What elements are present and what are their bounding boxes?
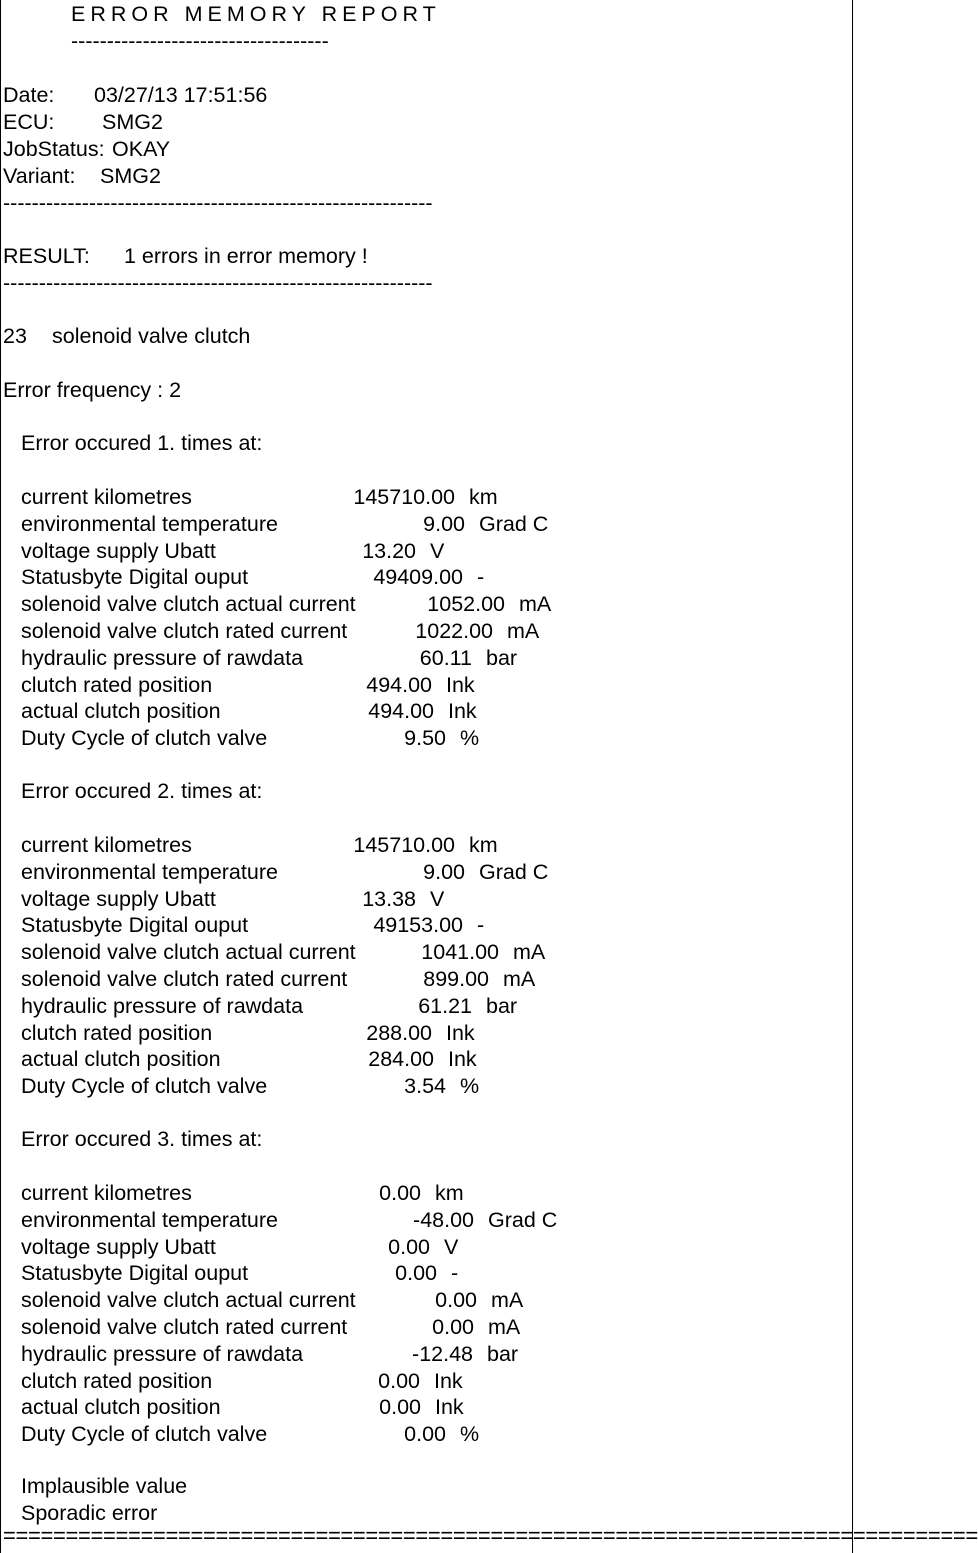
date-value: 03/27/13 17:51:56 (94, 83, 268, 107)
variant-value: SMG2 (100, 164, 161, 188)
data-row-label: clutch rated position (21, 672, 213, 697)
date-label: Date: (3, 83, 55, 107)
occurrence-heading: Error occured 1. times at: (21, 431, 263, 455)
data-row-value: 0.00 (395, 1261, 437, 1286)
data-row-label: voltage supply Ubatt (21, 1234, 216, 1259)
data-row-unit: Ink (448, 699, 477, 724)
data-row-label: current kilometres (21, 833, 192, 857)
data-row-unit: mA (491, 1288, 524, 1313)
data-row-value: 0.00 (435, 1288, 477, 1313)
data-row-label: actual clutch position (21, 1047, 221, 1072)
data-row-value: 0.00 (404, 1422, 446, 1447)
variant-label: Variant: (3, 164, 76, 188)
data-row-unit: mA (513, 940, 546, 965)
data-row-label: hydraulic pressure of rawdata (21, 1341, 304, 1366)
data-row-label: hydraulic pressure of rawdata (21, 993, 304, 1018)
data-row-unit: V (430, 886, 445, 911)
data-row-value: 145710.00 (353, 485, 455, 509)
data-row-unit: Grad C (479, 859, 549, 884)
data-row-unit: bar (486, 993, 518, 1018)
data-row-value: 60.11 (419, 645, 472, 670)
data-row-unit: mA (519, 592, 552, 617)
data-row-unit: Ink (446, 1020, 475, 1045)
occurrence-heading: Error occured 2. times at: (21, 779, 263, 803)
data-row-label: solenoid valve clutch rated current (21, 967, 348, 991)
data-row-value: 3.54 (404, 1074, 446, 1099)
separator-top: ------------------------------------------------------------ (3, 191, 433, 215)
data-row-value: 0.00 (388, 1234, 430, 1259)
data-row-unit: bar (486, 645, 518, 670)
data-row-label: Statusbyte Digital ouput (21, 565, 249, 590)
data-row-label: voltage supply Ubatt (21, 538, 216, 563)
data-row-unit: - (477, 565, 485, 590)
data-row-unit: km (435, 1181, 464, 1205)
occurrence-heading: Error occured 3. times at: (21, 1127, 263, 1151)
data-row-label: Statusbyte Digital ouput (21, 1261, 249, 1286)
result-label: RESULT: (3, 244, 90, 268)
data-row-label: Duty Cycle of clutch valve (21, 1422, 268, 1447)
data-row-label: solenoid valve clutch rated current (21, 619, 348, 643)
note-implausible-value: Implausible value (21, 1474, 188, 1498)
data-row-unit: % (460, 726, 480, 751)
data-row-value: 284.00 (368, 1047, 434, 1072)
data-row-label: clutch rated position (21, 1020, 213, 1045)
data-row-label: current kilometres (21, 485, 192, 509)
note-sporadic-error: Sporadic error (21, 1501, 158, 1525)
data-row-value: 145710.00 (353, 833, 455, 857)
ecu-label: ECU: (3, 110, 55, 134)
data-row-label: solenoid valve clutch actual current (21, 940, 356, 965)
data-row-unit: Ink (435, 1395, 464, 1420)
data-row-unit: Grad C (479, 511, 549, 536)
data-row-value: 49153.00 (373, 913, 463, 938)
data-row-value: 13.20 (362, 538, 416, 563)
data-row-unit: % (460, 1074, 480, 1099)
data-row-unit: mA (488, 1315, 521, 1339)
data-row-unit: Ink (446, 672, 475, 697)
data-row-unit: km (469, 485, 498, 509)
data-row-unit: Grad C (488, 1207, 558, 1232)
data-row-value: 494.00 (368, 699, 434, 724)
data-row-value: -12.48 (412, 1341, 473, 1366)
data-row-label: Duty Cycle of clutch valve (21, 726, 268, 751)
data-row-value: 899.00 (423, 967, 489, 991)
result-value: 1 errors in error memory ! (124, 244, 368, 268)
data-row-label: Duty Cycle of clutch valve (21, 1074, 268, 1099)
data-row-value: 9.00 (423, 859, 465, 884)
data-row-value: 0.00 (379, 1395, 421, 1420)
data-row-value: -48.00 (413, 1207, 474, 1232)
data-row-label: solenoid valve clutch actual current (21, 592, 356, 617)
jobstatus-value: OKAY (112, 137, 171, 161)
data-row-unit: mA (503, 967, 536, 991)
data-row-unit: Ink (448, 1047, 477, 1072)
data-row-label: voltage supply Ubatt (21, 886, 216, 911)
data-row-unit: km (469, 833, 498, 857)
data-row-value: 13.38 (362, 886, 416, 911)
error-code: 23 (3, 324, 27, 348)
data-row-label: actual clutch position (21, 699, 221, 724)
data-row-label: current kilometres (21, 1181, 192, 1205)
data-row-unit: - (451, 1261, 459, 1286)
data-row-value: 61.21 (418, 993, 472, 1018)
data-row-unit: mA (507, 619, 540, 643)
title-underline: ------------------------------------ (71, 29, 329, 53)
data-row-value: 1022.00 (415, 619, 493, 643)
data-row-value: 9.50 (404, 726, 446, 751)
data-row-label: environmental temperature (21, 511, 278, 536)
data-row-label: solenoid valve clutch rated current (21, 1315, 348, 1339)
data-row-label: hydraulic pressure of rawdata (21, 645, 304, 670)
data-row-value: 0.00 (378, 1368, 420, 1393)
data-row-label: solenoid valve clutch actual current (21, 1288, 356, 1313)
report-title: ERROR MEMORY REPORT (71, 2, 441, 26)
data-row-value: 1041.00 (421, 940, 499, 965)
data-row-unit: % (460, 1422, 480, 1447)
data-row-value: 9.00 (423, 511, 465, 536)
data-row-unit: V (430, 538, 445, 563)
data-row-unit: bar (487, 1341, 519, 1366)
data-row-label: Statusbyte Digital ouput (21, 913, 249, 938)
data-row-unit: Ink (434, 1368, 463, 1393)
data-row-value: 1052.00 (427, 592, 505, 617)
data-row-value: 288.00 (366, 1020, 432, 1045)
data-row-value: 0.00 (379, 1181, 421, 1205)
jobstatus-label: JobStatus: (3, 137, 105, 161)
data-row-label: environmental temperature (21, 1207, 278, 1232)
data-row-value: 494.00 (366, 672, 432, 697)
data-row-label: clutch rated position (21, 1368, 213, 1393)
data-row-unit: - (477, 913, 485, 938)
ecu-value: SMG2 (102, 110, 163, 134)
error-frequency: Error frequency : 2 (3, 378, 182, 402)
data-row-value: 0.00 (432, 1315, 474, 1339)
data-row-label: actual clutch position (21, 1395, 221, 1420)
error-name: solenoid valve clutch (52, 324, 251, 348)
data-row-label: environmental temperature (21, 859, 278, 884)
data-row-unit: V (444, 1234, 459, 1259)
footer-rule: ============================================================================== (3, 1523, 978, 1548)
data-row-value: 49409.00 (373, 565, 463, 590)
separator-bottom: ------------------------------------------------------------ (3, 271, 433, 295)
